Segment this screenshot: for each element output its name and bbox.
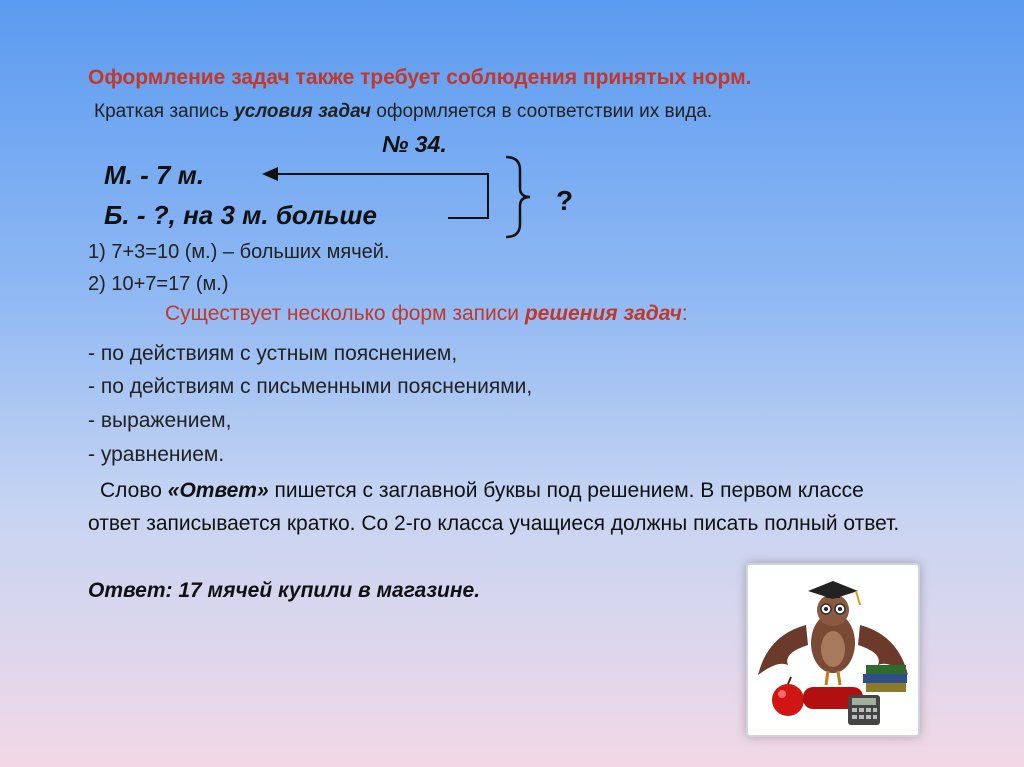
answer-line: Ответ: 17 мячей купили в магазине. [88, 579, 481, 602]
problem-number: № 34. [382, 131, 447, 157]
forms-intro-colon: : [681, 302, 688, 325]
forms-intro [165, 302, 688, 326]
slide-heading: Оформление задач также требует соблюдения принятых норм. [88, 66, 752, 89]
illustration-frame [746, 563, 920, 737]
solution-step-1: 1) 7+3=10 (м.) – больших мячей. [88, 241, 390, 263]
condition-intro-emphasis: условия задач [234, 101, 372, 122]
answer-note [88, 474, 918, 540]
condition-intro-text-end: оформляется в соответствии их вида. [371, 101, 713, 122]
condition-line-m: М. - 7 м. [104, 160, 205, 190]
forms-intro-text: Существует несколько форм записи [165, 302, 525, 325]
solution-step-2: 2) 10+7=17 (м.) [88, 273, 229, 295]
answer-note-text-end: пишется с заглавной буквы под решением. В первом классе ответ записывается кратко. Со 2-го класса учащиеся должны писать полный ответ. [88, 479, 900, 535]
condition-intro-text: Краткая запись [94, 101, 235, 122]
curly-brace-icon [506, 157, 530, 237]
form-item: - по действиям с письменными пояснениями, [88, 375, 533, 398]
answer-note-text: Слово [100, 479, 168, 502]
answer-note-emphasis: «Ответ» [167, 479, 269, 502]
form-item: - уравнением. [88, 443, 225, 466]
form-item: - выражением, [88, 409, 232, 432]
forms-intro-emphasis: решения задач [524, 302, 682, 325]
owl-scholar-icon [748, 565, 918, 735]
form-item: - по действиям с устным пояснением, [88, 342, 458, 365]
relation-arrow-icon [262, 167, 488, 218]
condition-line-b: Б. - ?, на 3 м. больше [104, 200, 377, 230]
question-mark: ? [556, 185, 574, 216]
